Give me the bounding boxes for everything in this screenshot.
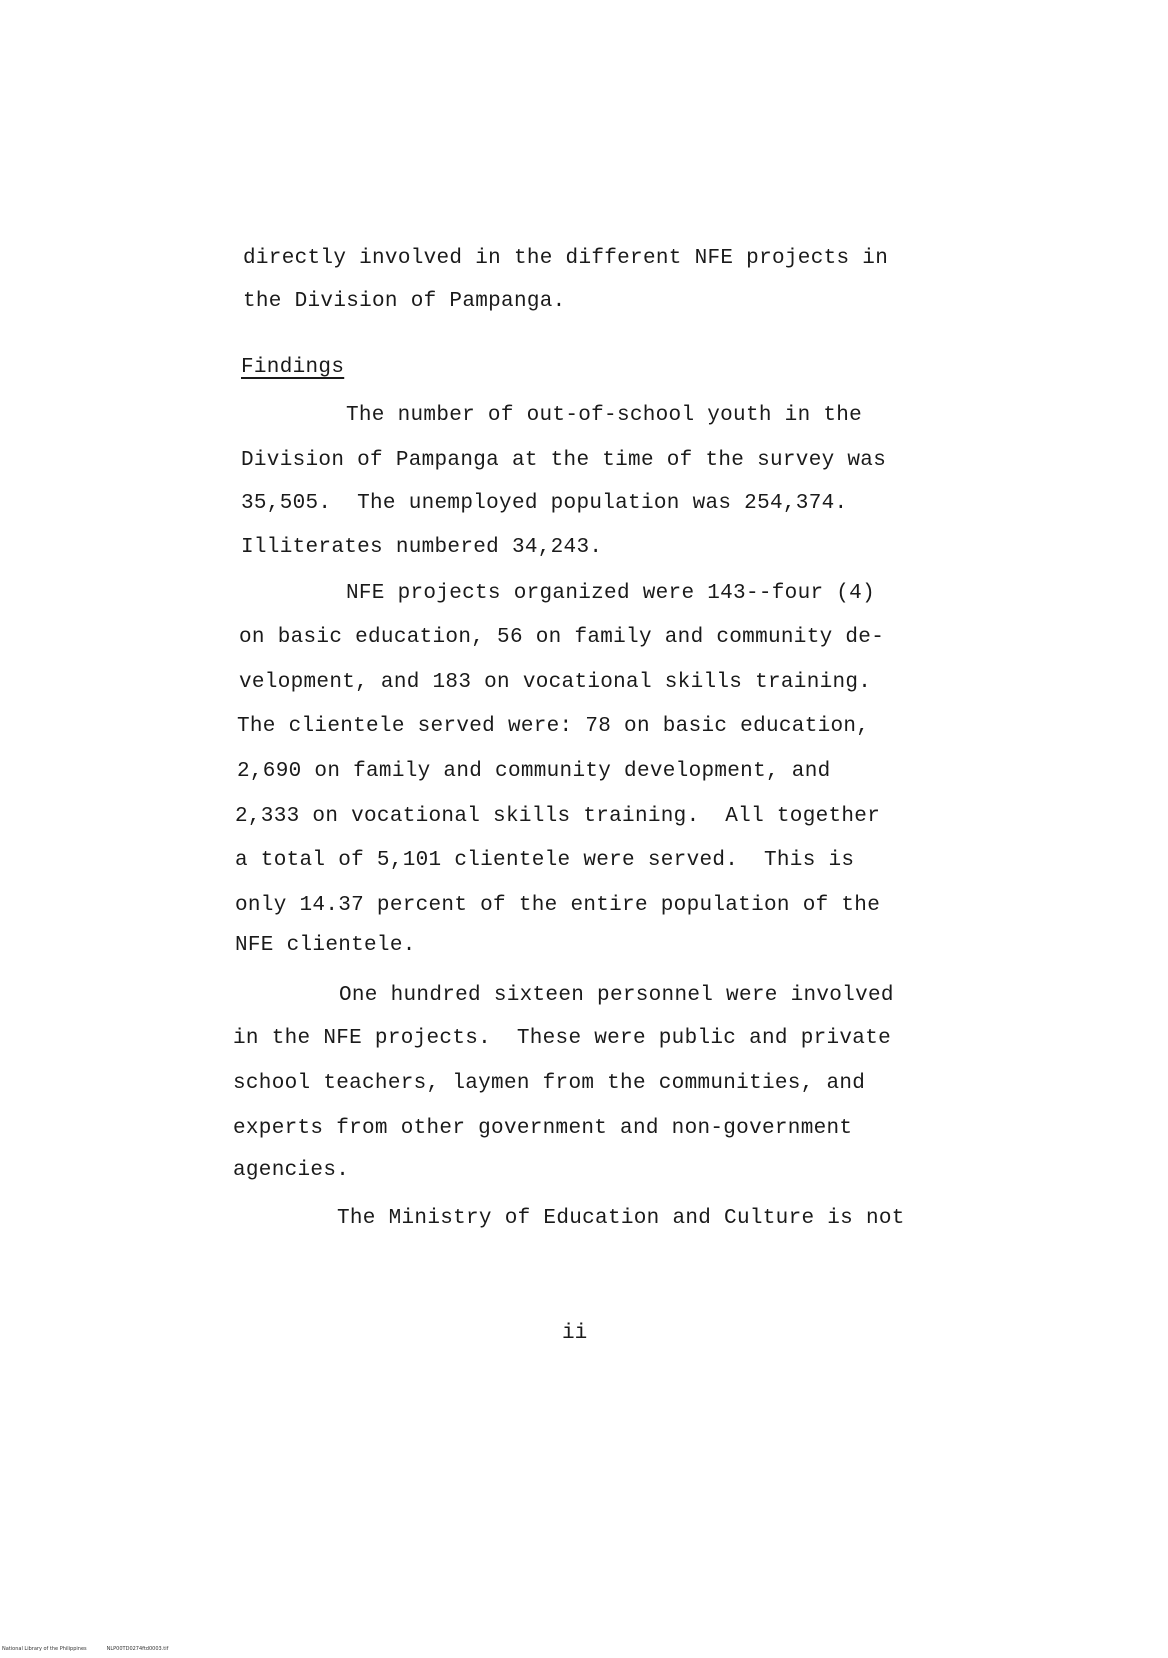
paragraph2-line-1: NFE projects organized were 143--four (4) — [346, 582, 875, 605]
paragraph3-line-2: in the NFE projects. These were public and private — [233, 1027, 892, 1050]
paragraph1-line-2: Division of Pampanga at the time of the survey was — [241, 449, 887, 472]
intro-line-2: the Division of Pampanga. — [243, 290, 566, 313]
section-heading-findings: Findings — [241, 356, 345, 379]
paragraph2-line-4: The clientele served were: 78 on basic education, — [237, 715, 870, 738]
paragraph2-line-8: only 14.37 percent of the entire population of the — [235, 894, 881, 917]
paragraph2-line-9: NFE clientele. — [235, 934, 416, 957]
paragraph1-line-4: Illiterates numbered 34,243. — [241, 536, 603, 559]
page-number: ii — [562, 1322, 588, 1345]
paragraph2-line-7: a total of 5,101 clientele were served. This is — [235, 849, 855, 872]
paragraph2-line-2: on basic education, 56 on family and community de- — [239, 626, 885, 649]
scan-footer — [2, 1646, 188, 1652]
paragraph3-line-3: school teachers, laymen from the communities, and — [233, 1072, 866, 1095]
paragraph3-line-5: agencies. — [233, 1159, 350, 1182]
footer-library: National Library of the Philippines — [2, 1646, 87, 1652]
paragraph2-line-6: 2,333 on vocational skills training. All together — [235, 805, 881, 828]
intro-line-1: directly involved in the different NFE projects in — [243, 247, 889, 270]
paragraph2-line-3: velopment, and 183 on vocational skills training. — [239, 671, 872, 694]
paragraph3-line-4: experts from other government and non-government — [233, 1117, 853, 1140]
paragraph4-line-1: The Ministry of Education and Culture is not — [337, 1207, 905, 1230]
paragraph3-line-1: One hundred sixteen personnel were involved — [339, 984, 894, 1007]
paragraph2-line-5: 2,690 on family and community development, and — [237, 760, 831, 783]
footer-file: NLP00TD0274ftd0003.tif — [106, 1646, 169, 1652]
paragraph1-line-1: The number of out-of-school youth in the — [346, 404, 863, 427]
paragraph1-line-3: 35,505. The unemployed population was 254,374. — [241, 492, 848, 515]
